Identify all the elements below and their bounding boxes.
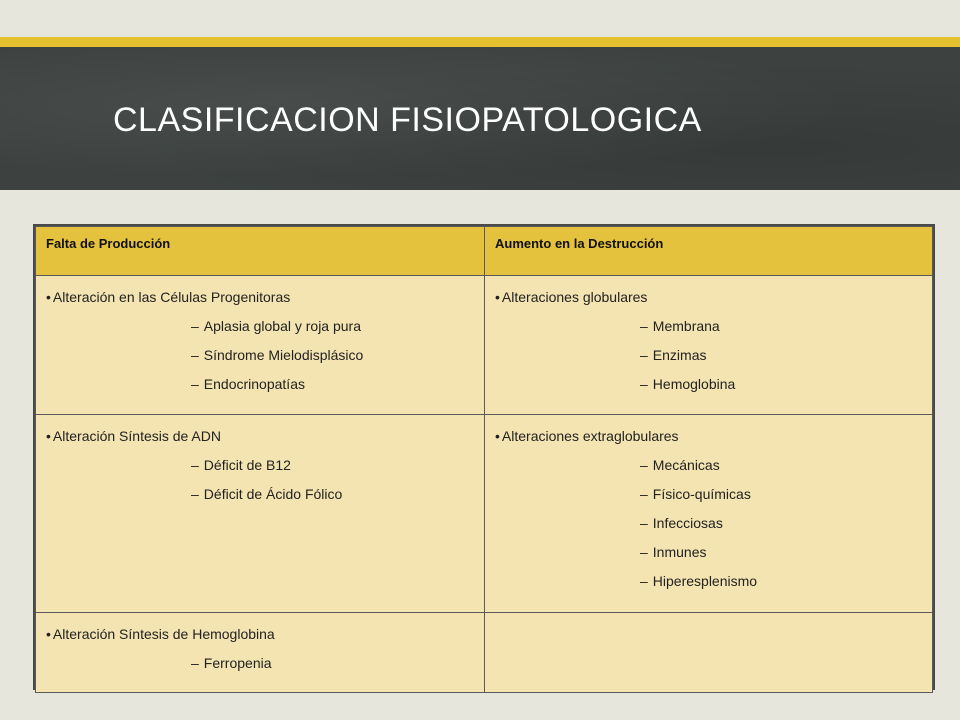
dash-icon: –: [191, 655, 199, 671]
dash-icon: –: [191, 486, 199, 502]
dash-icon: –: [640, 347, 648, 363]
sub-item: [191, 346, 484, 364]
sub-item-text: Membrana: [652, 318, 720, 334]
bullet-dot-icon: •: [46, 626, 51, 642]
table-cell: [485, 613, 933, 693]
sub-item: [640, 485, 932, 503]
bullet-dot-icon: •: [495, 428, 500, 444]
dash-icon: –: [191, 347, 199, 363]
sub-item-text: Hemoglobina: [652, 376, 736, 392]
sub-item-text: Inmunes: [652, 544, 707, 560]
bullet-text: Alteración Síntesis de Hemoglobina: [52, 626, 275, 642]
table-row: [36, 415, 933, 613]
table-row: [36, 276, 933, 415]
sub-item-text: Hiperesplenismo: [652, 573, 758, 589]
sub-item: [640, 456, 932, 474]
bullet-item: [46, 625, 484, 643]
bullet-text: Alteraciones globulares: [501, 289, 648, 305]
table-row: [36, 613, 933, 693]
dash-icon: –: [640, 318, 648, 334]
accent-bar: [0, 37, 960, 47]
sub-item-text: Enzimas: [652, 347, 707, 363]
table-cell: [36, 276, 485, 415]
bullet-text: Alteraciones extraglobulares: [501, 428, 679, 444]
bullet-item: [495, 427, 932, 445]
bullet-text: Alteración Síntesis de ADN: [52, 428, 221, 444]
sub-item-text: Físico-químicas: [652, 486, 751, 502]
dash-icon: –: [191, 457, 199, 473]
sub-item: [640, 514, 932, 532]
header-aumento-destruccion: Aumento en la Destrucción: [485, 227, 933, 276]
sub-item: [191, 456, 484, 474]
slide-title: CLASIFICACION FISIOPATOLOGICA: [113, 101, 702, 139]
dash-icon: –: [640, 376, 648, 392]
classification-table: [33, 224, 935, 690]
bullet-dot-icon: •: [495, 289, 500, 305]
bullet-item: [46, 427, 484, 445]
sub-item-text: Déficit de Ácido Fólico: [203, 486, 343, 502]
table-cell: [36, 415, 485, 613]
table-cell: [36, 613, 485, 693]
sub-item: [191, 317, 484, 335]
sub-item-text: Aplasia global y roja pura: [203, 318, 362, 334]
bullet-text: Alteración en las Células Progenitoras: [52, 289, 291, 305]
sub-item: [640, 572, 932, 590]
sub-item: [191, 654, 484, 672]
bullet-item: [495, 288, 932, 306]
sub-item: [640, 317, 932, 335]
table-cell: [485, 415, 933, 613]
dash-icon: –: [640, 457, 648, 473]
sub-item-text: Endocrinopatías: [203, 376, 305, 392]
sub-item: [640, 375, 932, 393]
table-header-row: [36, 227, 933, 276]
dash-icon: –: [191, 376, 199, 392]
bullet-dot-icon: •: [46, 428, 51, 444]
sub-item-text: Mecánicas: [652, 457, 720, 473]
bullet-dot-icon: •: [46, 289, 51, 305]
sub-item-text: Déficit de B12: [203, 457, 291, 473]
bullet-item: [46, 288, 484, 306]
dash-icon: –: [640, 486, 648, 502]
sub-item: [640, 543, 932, 561]
sub-item: [191, 375, 484, 393]
sub-item-text: Ferropenia: [203, 655, 272, 671]
dash-icon: –: [191, 318, 199, 334]
table-cell: [485, 276, 933, 415]
sub-item-text: Síndrome Mielodisplásico: [203, 347, 364, 363]
dash-icon: –: [640, 515, 648, 531]
header-falta-produccion: Falta de Producción: [36, 227, 485, 276]
sub-item-text: Infecciosas: [652, 515, 723, 531]
dash-icon: –: [640, 573, 648, 589]
sub-item: [191, 485, 484, 503]
sub-item: [640, 346, 932, 364]
dash-icon: –: [640, 544, 648, 560]
